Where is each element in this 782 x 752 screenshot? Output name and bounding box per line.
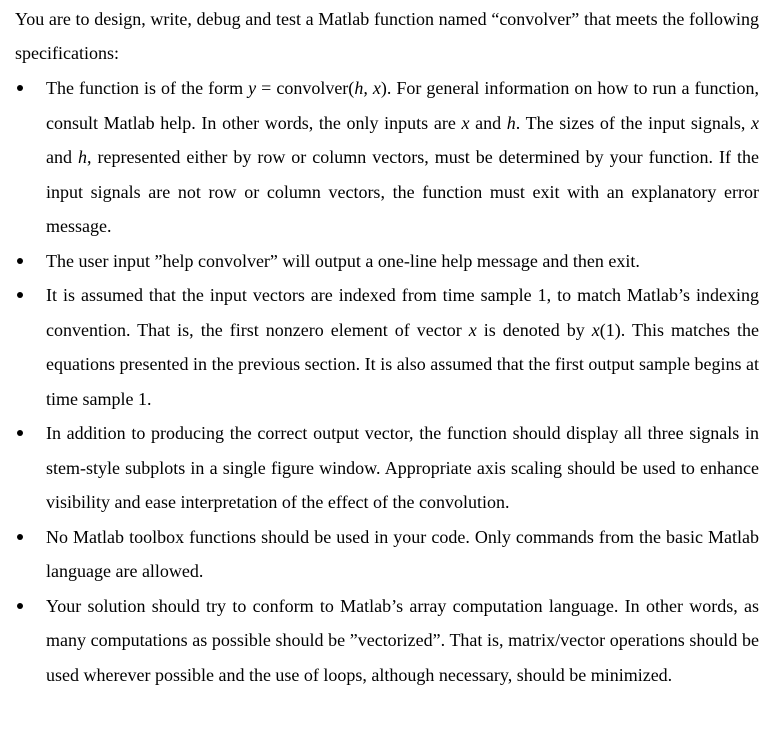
bullet-icon xyxy=(17,603,23,609)
spec-text xyxy=(46,244,759,279)
spec-item-help xyxy=(0,244,759,279)
bullet-icon xyxy=(17,430,23,436)
math-variable: h, x xyxy=(354,78,381,98)
bullet-icon xyxy=(17,534,23,540)
spec-text xyxy=(46,71,759,244)
spec-item-display xyxy=(0,416,759,520)
math-variable: x xyxy=(591,319,600,340)
math-variable: x xyxy=(461,112,470,133)
intro-paragraph xyxy=(15,2,759,71)
spec-text xyxy=(46,520,759,589)
math-variable: h xyxy=(77,147,87,167)
text-segment: is denoted by xyxy=(476,319,592,340)
text-segment: and xyxy=(469,112,507,133)
spec-text xyxy=(46,589,759,693)
text-segment: . The sizes of the input signals, xyxy=(515,112,751,133)
text-segment: The user input ”help convolver” will output a one-line help message and then exit. xyxy=(46,250,640,271)
spec-item-function-form xyxy=(0,71,759,244)
text-segment: (1). This matches the equations presented in the previous section. It is also assumed that the first output sample begins at time sample 1. xyxy=(46,319,759,409)
spec-text xyxy=(46,278,759,416)
math-variable: x xyxy=(468,319,477,340)
math-variable: h xyxy=(506,112,516,133)
spec-item-indexing xyxy=(0,278,759,416)
bullet-icon xyxy=(17,292,23,298)
math-variable: x xyxy=(751,112,759,133)
text-segment: and xyxy=(46,147,78,167)
text-segment: = convolver( xyxy=(256,78,355,98)
intro-text: You are to design, write, debug and test a Matlab function named “convolver” that meets the following specifications: xyxy=(15,9,759,64)
spec-item-no-toolbox xyxy=(0,520,759,589)
bullet-icon xyxy=(17,85,23,91)
specification-list xyxy=(0,71,782,692)
text-segment: No Matlab toolbox functions should be used in your code. Only commands from the basic Matlab language are allowed. xyxy=(46,526,759,581)
text-segment: Your solution should try to conform to Matlab’s array computation language. In other words, as many computations as possible should be ”vectorized”. That is, matrix/vector operations should be used wherever possible and the use of loops, although necessary, should be minimized. xyxy=(46,595,759,685)
text-segment: ). For general information on how to run a function, consult Matlab help. In other words, the only inputs are xyxy=(46,78,760,133)
spec-item-vectorized xyxy=(0,589,759,693)
spec-text xyxy=(46,416,759,520)
math-variable: y xyxy=(248,78,257,98)
text-segment: It is assumed that the input vectors are indexed from time sample 1, to match Matlab’s indexing convention. That is, the first nonzero element of vector xyxy=(46,285,759,340)
text-segment: The function is of the form xyxy=(46,78,249,98)
text-segment: , represented either by row or column vectors, must be determined by your function. If the input signals are not row or column vectors, the function must exit with an explanatory error message. xyxy=(46,147,759,236)
text-segment: In addition to producing the correct output vector, the function should display all three signals in stem-style subplots in a single figure window. Appropriate axis scaling should be used to enhance visibility and ease interpretation of the effect of the convolution. xyxy=(46,423,759,512)
bullet-icon xyxy=(17,258,23,264)
